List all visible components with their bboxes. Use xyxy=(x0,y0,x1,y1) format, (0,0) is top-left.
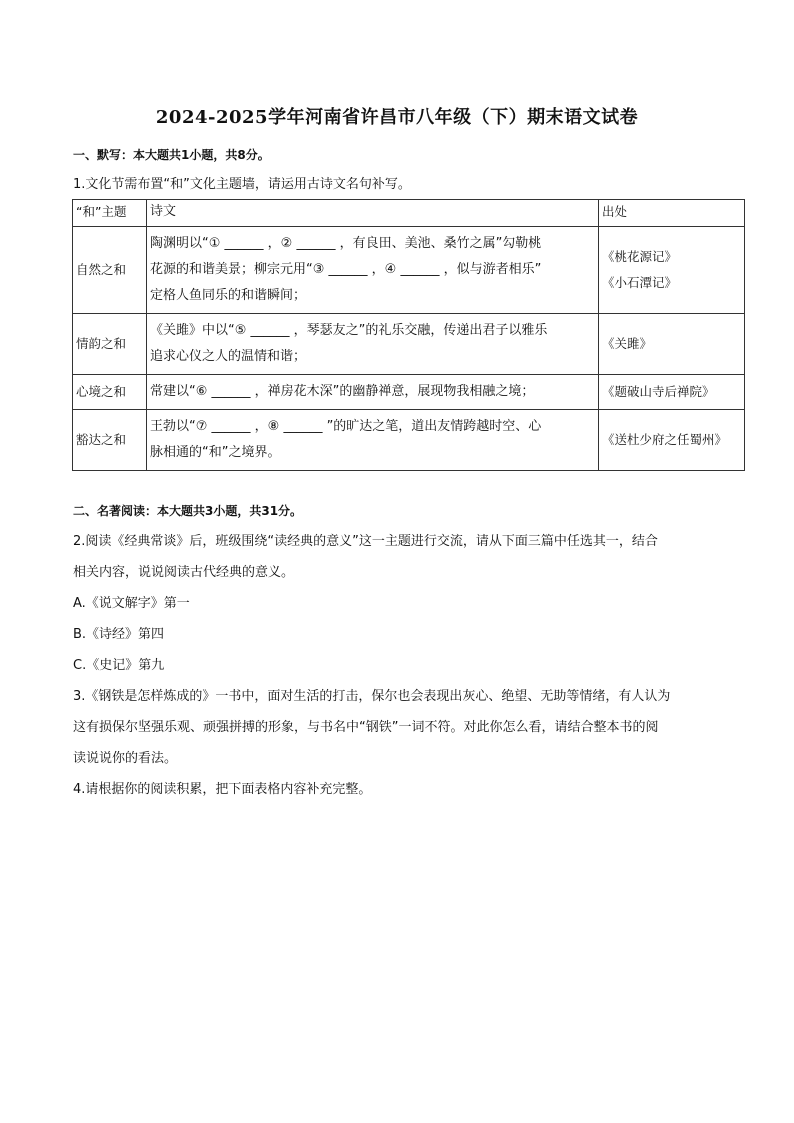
question-2-line: 2.阅读《经典常谈》后，班级围绕“读经典的意义”这一主题进行交流，请从下面三篇中任选其一，结合 xyxy=(73,534,658,549)
table-row-text xyxy=(147,314,599,375)
table-header-topic: “和”主题 xyxy=(73,200,147,227)
question-2-option-c: C.《史记》第九 xyxy=(73,658,165,673)
question-3-line: 读说说你的看法。 xyxy=(73,751,178,766)
table-row xyxy=(73,314,745,375)
table-row-text xyxy=(147,410,599,471)
page-title: 2024-2025学年河南省许昌市八年级（下）期末语文试卷 xyxy=(155,107,639,128)
text-line: 脉相通的“和”之境界。 xyxy=(150,445,281,460)
text-line: 花源的和谐美景；柳宗元用“③ ______ ，④ ______ ，似与游者相乐” xyxy=(150,262,542,277)
source-title: 《桃花源记》 xyxy=(602,249,678,264)
table-row-text xyxy=(147,227,599,314)
source-title: 《送杜少府之任蜀州》 xyxy=(602,432,728,447)
question-2-option-a: A.《说文解字》第一 xyxy=(73,596,190,611)
table-header-text: 诗文 xyxy=(147,200,599,227)
table-row-source xyxy=(599,375,745,410)
table-row-source xyxy=(599,410,745,471)
question-3-line: 这有损保尔坚强乐观、顽强拼搏的形象，与书名中“钢铁”一词不符。对此你怎么看，请结合整本书的阅 xyxy=(73,720,659,735)
question-2-line: 相关内容，说说阅读古代经典的意义。 xyxy=(73,565,295,580)
question-3-line: 3.《钢铁是怎样炼成的》一书中，面对生活的打击，保尔也会表现出灰心、绝望、无助等情绪，有人认为 xyxy=(73,689,671,704)
source-title: 《关雎》 xyxy=(602,336,653,351)
question-1-prompt: 1.文化节需布置“和”文化主题墙，请运用古诗文名句补写。 xyxy=(73,177,411,192)
table-row-source xyxy=(599,227,745,314)
table-row-source xyxy=(599,314,745,375)
question-4-prompt: 4.请根据你的阅读积累，把下面表格内容补充完整。 xyxy=(73,782,372,797)
table-row xyxy=(73,227,745,314)
question-2-option-b: B.《诗经》第四 xyxy=(73,627,165,642)
text-line: 陶渊明以“① ______ ，② ______ ，有良田、美池、桑竹之属”勾勒桃 xyxy=(150,236,542,251)
text-line: 王勃以“⑦ ______ ，⑧ ______ ”的旷达之笔，道出友情跨越时空、心 xyxy=(150,419,542,434)
source-title: 《题破山寺后禅院》 xyxy=(602,384,715,399)
section-1-heading: 一、默写：本大题共1小题，共8分。 xyxy=(73,148,270,162)
table-row-topic: 心境之和 xyxy=(73,375,147,410)
table-row-topic: 豁达之和 xyxy=(73,410,147,471)
text-line: 《关雎》中以“⑤ ______ ，琴瑟友之”的礼乐交融，传递出君子以雅乐 xyxy=(150,323,548,338)
table-row xyxy=(73,375,745,410)
text-line: 定格人鱼同乐的和谐瞬间； xyxy=(150,288,307,303)
table-row-topic: 情韵之和 xyxy=(73,314,147,375)
table-row-text xyxy=(147,375,599,410)
text-line: 常建以“⑥ ______ ，禅房花木深”的幽静禅意，展现物我相融之境； xyxy=(150,384,535,399)
table-header-source: 出处 xyxy=(599,200,745,227)
text-line: 追求心仪之人的温情和谐； xyxy=(150,349,307,364)
source-title: 《小石潭记》 xyxy=(602,275,678,290)
table-row xyxy=(73,410,745,471)
table-row-topic: 自然之和 xyxy=(73,227,147,314)
table-header-row xyxy=(73,200,745,227)
poem-table xyxy=(72,199,745,471)
section-2-heading: 二、名著阅读：本大题共3小题，共31分。 xyxy=(73,504,303,518)
